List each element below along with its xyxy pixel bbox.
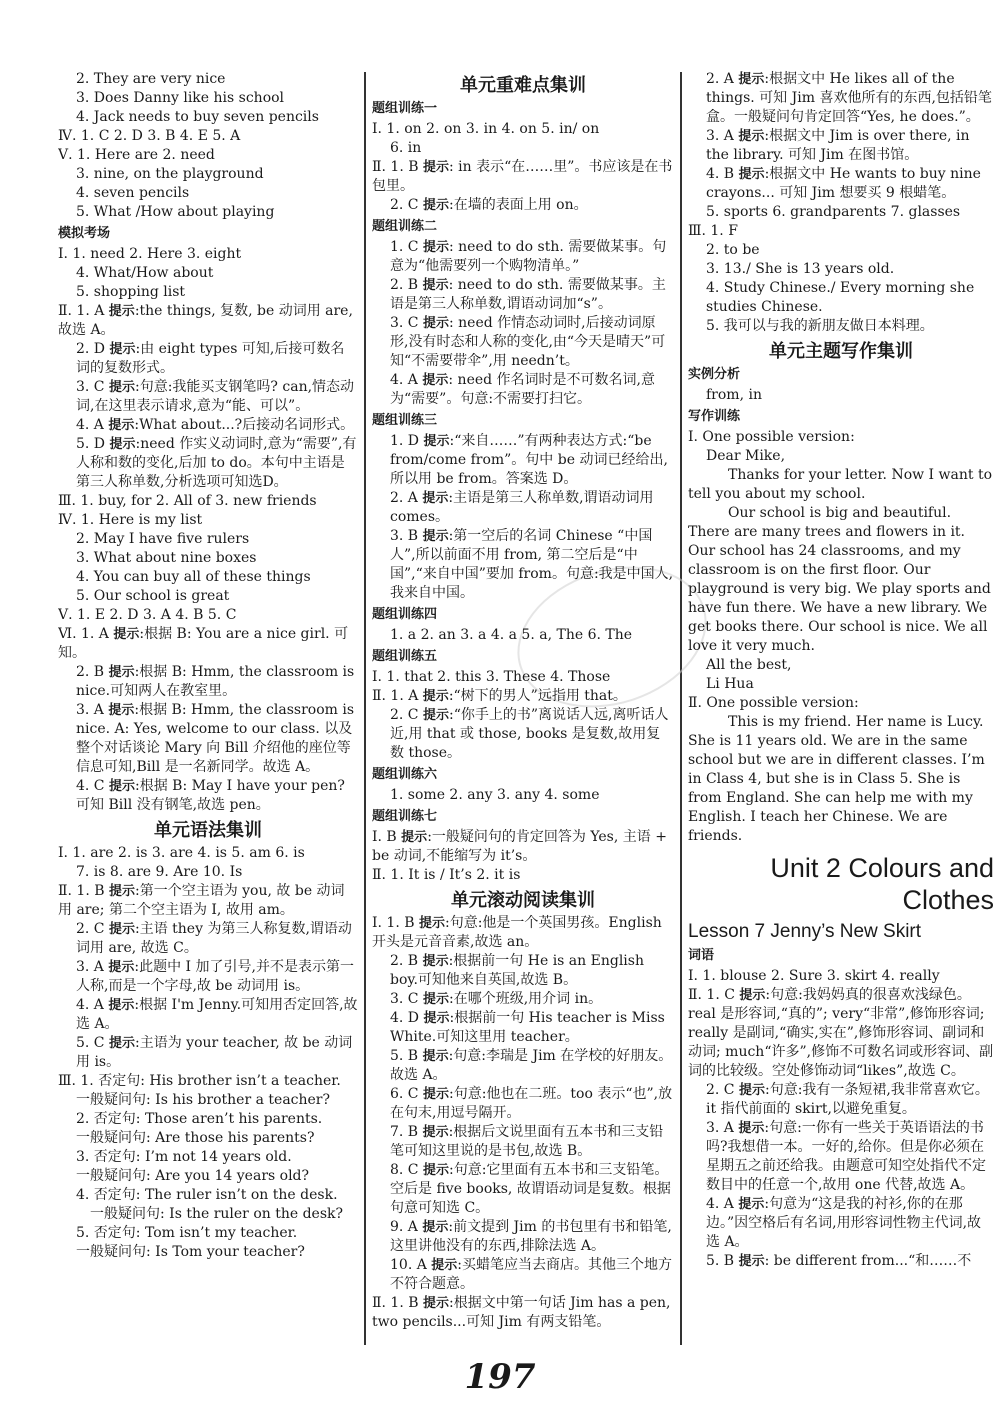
- answer-line: 5. B 提示:句意:李瑞是 Jim 在学校的好朋友。故选 A。: [390, 1048, 673, 1083]
- column-3-vocab: [688, 946, 994, 1271]
- answer-line: Ⅱ. 1. B 提示:第一个空主语为 you, 故 be 动词用 are; 第二个空主语为 I, 故用 am。: [58, 883, 345, 918]
- answer-line: Ⅱ. 1. It is / It’s 2. it is: [372, 867, 521, 883]
- answer-line: 3. A 提示:此题中 I 加了引号,并不是表示第一人称,而是一个字母,故 be 动词用 is。: [76, 959, 354, 994]
- answer-line: Ⅱ. 1. B 提示:根据文中第一句话 Jim has a pen, two pencils...可知 Jim 有两支铅笔。: [372, 1295, 671, 1330]
- hint-label: 提示: [738, 1121, 765, 1136]
- hint-label: 提示: [108, 418, 135, 433]
- answer-line: Ⅲ. 1. F: [688, 223, 738, 239]
- answer-line: 3. C 提示:句意:我能买支钢笔吗? can,情态动词,在这里表示请求,意为“能、可以”。: [76, 379, 355, 414]
- hint-label: 提示: [738, 1083, 765, 1098]
- answer-line: 9. A 提示:前文提到 Jim 的书包里有书和铅笔,这里讲他没有的东西,排除法选 A。: [390, 1219, 672, 1254]
- hint-label: 提示: [423, 434, 450, 449]
- hint-label: 提示: [108, 779, 135, 794]
- hint-label: 提示: [422, 708, 449, 723]
- hint-label: 提示: [422, 160, 449, 175]
- answer-line: Ⅰ. One possible version:: [688, 429, 855, 445]
- answer-line: Ⅰ. 1. B 提示:句意:他是一个英国男孩。English 开头是元音音素,故选 an。: [372, 915, 662, 950]
- answer-line: 2. 否定句: Those aren’t his parents.: [76, 1111, 323, 1127]
- answer-line: 7. is 8. are 9. Are 10. Is: [76, 864, 243, 880]
- answer-line: 7. B 提示:根据后文说里面有五本书和三支铅笔可知这里说的是书包,故选 B。: [390, 1124, 664, 1159]
- letter-closing: All the best,: [706, 657, 792, 673]
- hint-label: 提示: [422, 278, 449, 293]
- subsection-heading: 模拟考场: [58, 226, 111, 241]
- hint-label: 提示: [108, 922, 135, 937]
- answer-line: 4. What/How about: [76, 265, 214, 281]
- answer-line: Ⅱ. 1. B 提示: in 表示“在……里”。书应该是在书包里。: [372, 159, 673, 194]
- letter-paragraph: Our school is big and beautiful. There are many trees and flowers in it. Our school has 24 classrooms, and my classroom is on the first floor. Our playground is very big. We play sports and have fun there. We have a new library. We get books there. Our school is nice. We all love it very much.: [688, 505, 991, 654]
- answer-line: 5. 我可以与我的新朋友做日本料理。: [706, 318, 934, 334]
- answer-line: 3. A 提示:句意:一你有一些关于英语语法的书吗?我想借一本。一好的,给你。但是你必须在星期五之前还给我。由题意可知空处指代不定数目中的任意一个,故用 one 代替,故选 A。: [706, 1120, 986, 1193]
- answer-line: 一般疑问句: Is Tom your teacher?: [76, 1244, 305, 1260]
- answer-line: 1. D 提示:“来自……”有两种表达方式:“be from/come from”。句中 be 动词已经给出,所以用 be from。答案选 D。: [390, 433, 668, 487]
- column-1: [58, 70, 358, 1355]
- answer-line: Ⅴ. 1. Here are 2. need: [58, 147, 215, 163]
- hint-label: 提示: [109, 437, 136, 452]
- hint-label: 提示: [108, 884, 135, 899]
- hint-label: 提示: [108, 304, 135, 319]
- answer-line: 3. nine, on the playground: [76, 166, 264, 182]
- answer-line: 一般疑问句: Is his brother a teacher?: [76, 1092, 331, 1108]
- section-heading: 单元主题写作集训: [769, 341, 913, 362]
- answer-line: 3. C 提示: need 作情态动词时,后接动词原形,没有时态和人称的变化,由“今天是晴天”可知“不需要带伞”,用 needn’t。: [390, 315, 666, 369]
- hint-label: 提示: [422, 240, 449, 255]
- answer-line: 2. B 提示:根据 B: Hmm, the classroom is nice.可知两人在教室里。: [76, 664, 355, 699]
- answer-line: 5. B 提示: be different from...“和……不: [706, 1253, 972, 1269]
- answer-line: 一般疑问句: Are you 14 years old?: [76, 1168, 310, 1184]
- hint-label: 提示: [422, 1049, 449, 1064]
- subsection-heading: 题组训练五: [372, 649, 438, 664]
- answer-line: 2. A 提示:主语是第三人称单数,谓语动词用 comes。: [390, 490, 654, 525]
- subsection-heading: 题组训练一: [372, 101, 438, 116]
- answer-line: Ⅰ. 1. are 2. is 3. are 4. is 5. am 6. is: [58, 845, 305, 861]
- hint-label: 提示: [738, 72, 765, 87]
- column-divider: [364, 72, 366, 1345]
- hint-label: 提示: [422, 1125, 449, 1140]
- answer-line: 5. sports 6. grandparents 7. glasses: [706, 204, 961, 220]
- hint-label: 提示: [431, 1258, 458, 1273]
- answer-line: 4. 否定句: The ruler isn’t on the desk.: [76, 1187, 338, 1203]
- letter-signature: Li Hua: [706, 676, 754, 692]
- answer-line: 3. Does Danny like his school: [76, 90, 285, 106]
- answer-line: 8. C 提示:句意:它里面有五本书和三支铅笔。空后是 five books, 故谓语动词是复数。根据句意可知选 C。: [390, 1162, 671, 1216]
- hint-label: 提示: [108, 998, 135, 1013]
- answer-line: 4. A 提示:What about...?后接动名词形式。: [76, 417, 355, 433]
- answer-line: 6. in: [390, 140, 422, 156]
- answer-line: 4. seven pencils: [76, 185, 190, 201]
- section-heading: 单元语法集训: [154, 820, 262, 841]
- hint-label: 提示: [422, 373, 449, 388]
- hint-label: 提示: [422, 529, 449, 544]
- answer-line: 4. B 提示:根据文中 He wants to buy nine crayons... 可知 Jim 想要买 9 根蜡笔。: [706, 166, 981, 201]
- answer-line: 4. C 提示:根据 B: May I have your pen? 可知 Bill 没有钢笔,故选 pen。: [76, 778, 345, 813]
- answer-line: 2. C 提示:在墙的表面上用 on。: [390, 197, 588, 213]
- hint-label: 提示: [401, 830, 428, 845]
- answer-line: 3. A 提示:根据文中 Jim is over there, in the library. 可知 Jim 在图书馆。: [706, 128, 970, 163]
- answer-line: 1. a 2. an 3. a 4. a 5. a, The 6. The: [390, 627, 633, 643]
- answer-line: Ⅰ. 1. on 2. on 3. in 4. on 5. in/ on: [372, 121, 600, 137]
- answer-line: 5. D 提示:need 作实义动词时,意为“需要”,有人称和数的变化,后加 to do。本句中主语是第三人称单数,分析选项可知选D。: [76, 436, 357, 490]
- answer-line: 3. C 提示:在哪个班级,用介词 in。: [390, 991, 603, 1007]
- answer-line: 6. C 提示:句意:他也在二班。too 表示“也”,放在句末,用逗号隔开。: [390, 1086, 673, 1121]
- hint-label: 提示: [108, 960, 135, 975]
- answer-line: Ⅵ. 1. A 提示:根据 B: You are a nice girl. 可知。: [58, 626, 349, 661]
- answer-line: 2. B 提示:根据前一句 He is an English boy.可知他来自英国,故选 B。: [390, 953, 644, 988]
- answer-line: 一般疑问句: Are those his parents?: [76, 1130, 315, 1146]
- answer-line: 10. A 提示:买蜡笔应当去商店。其他三个地方不符合题意。: [390, 1257, 673, 1292]
- answer-line: Ⅳ. 1. Here is my list: [58, 512, 203, 528]
- answer-line: Ⅱ. 1. C 提示:句意:我妈妈真的很喜欢浅绿色。real 是形容词,“真的”; very“非常”,修饰形容词; really 是副词,“确实,实在”,修饰形容词、副词和动词; much“许多”,修饰不可数名词或形容词、副词的比较级。空处修饰动词“likes”,故选 C。: [688, 987, 994, 1079]
- answer-line: Ⅰ. 1. that 2. this 3. These 4. Those: [372, 669, 611, 685]
- hint-label: 提示: [109, 342, 136, 357]
- answer-line: 4. Study Chinese./ Every morning she studies Chinese.: [706, 280, 975, 315]
- essay-2: This is my friend. Her name is Lucy. She is 11 years old. We are in the same school but we are in different classes. I’m in Class 4, but she is in Class 5. She is from England. She can help me with my English. I teach her Chinese. We are friends.: [688, 714, 985, 844]
- answer-line: Ⅰ. 1. blouse 2. Sure 3. skirt 4. really: [688, 968, 940, 984]
- unit-title: Unit 2 Colours and Clothes: [770, 853, 994, 915]
- answer-line: 4. A 提示:句意为“这是我的衬衫,你的在那边。”因空格后有名词,用形容词性物主代词,故选 A。: [706, 1196, 982, 1250]
- hint-label: 提示: [108, 703, 135, 718]
- answer-line: 1. C 提示: need to do sth. 需要做某事。句意为“他需要列一个购物清单。”: [390, 239, 667, 274]
- hint-label: 提示: [422, 1087, 449, 1102]
- subsection-heading: 题组训练二: [372, 219, 438, 234]
- hint-label: 提示: [422, 954, 449, 969]
- hint-label: 提示: [108, 665, 135, 680]
- hint-label: 提示: [738, 1197, 765, 1212]
- hint-label: 提示: [422, 1296, 449, 1311]
- answer-line: 3. What about nine boxes: [76, 550, 257, 566]
- hint-label: 提示: [113, 627, 140, 642]
- subsection-heading: 题组训练七: [372, 809, 438, 824]
- section-heading: 单元滚动阅读集训: [451, 890, 595, 911]
- hint-label: 提示: [108, 380, 135, 395]
- answer-line: 4. A 提示:根据 I'm Jenny.可知用否定回答,故选 A。: [76, 997, 358, 1032]
- version-2-label: Ⅱ. One possible version:: [688, 695, 859, 711]
- answer-line: 2. A 提示:根据文中 He likes all of the things. 可知 Jim 喜欢他所有的东西,包括铅笔盒。一般疑问句肯定回答“Yes, he does.”。: [706, 71, 992, 125]
- subsection-heading: 题组训练四: [372, 607, 438, 622]
- answer-line: from, in: [706, 387, 762, 403]
- answer-line: 4. Jack needs to buy seven pencils: [76, 109, 319, 125]
- answer-line: 2. B 提示: need to do sth. 需要做某事。主语是第三人称单数,谓语动词加“s”。: [390, 277, 666, 312]
- hint-label: 提示: [422, 1163, 449, 1178]
- answer-line: 4. You can buy all of these things: [76, 569, 311, 585]
- hint-label: 提示: [422, 689, 449, 704]
- answer-line: 2. C 提示:句意:我有一条短裙,我非常喜欢它。it 指代前面的 skirt,以避免重复。: [706, 1082, 989, 1117]
- answer-line: 2. C 提示:“你手上的书”离说话人远,离听话人近,用 that 或 those, books 是复数,故用复数 those。: [390, 707, 669, 761]
- answer-line: 3. 13./ She is 13 years old.: [706, 261, 895, 277]
- subsection-heading: 题组训练三: [372, 413, 438, 428]
- answer-line: 3. A 提示:根据 B: Hmm, the classroom is nice. A: Yes, welcome to our class. 以及整个对话谈论 Mary 向 Bill 介绍他的座位等信息可知,Bill 是一名新同学。故选 A。: [76, 702, 355, 775]
- lesson-title: Lesson 7 Jenny’s New Skirt: [688, 921, 922, 942]
- answer-line: Ⅰ. B 提示:一般疑问句的肯定回答为 Yes, 主语 + be 动词,不能缩写为 it’s。: [372, 829, 667, 864]
- hint-label: 提示: [738, 129, 765, 144]
- essay-1: [688, 447, 994, 694]
- subsection-heading: 题组训练六: [372, 767, 438, 782]
- hint-label: 提示: [422, 198, 449, 213]
- answer-line: 2. to be: [706, 242, 760, 258]
- answer-line: 3. B 提示:第一空后的名词 Chinese “中国人”,所以前面不用 from, 第二空后是“中国”,“来自中国”要加 from。句意:我是中国人,我来自中国。: [390, 528, 674, 601]
- answer-line: 5. What /How about playing: [76, 204, 275, 220]
- answer-line: 一般疑问句: Is the ruler on the desk?: [90, 1206, 344, 1222]
- answer-line: Ⅳ. 1. C 2. D 3. B 4. E 5. A: [58, 128, 241, 144]
- answer-line: Ⅴ. 1. E 2. D 3. A 4. B 5. C: [58, 607, 237, 623]
- subsection-heading: 词语: [688, 948, 715, 963]
- answer-line: Ⅲ. 1. buy, for 2. All of 3. new friends: [58, 493, 317, 509]
- column-3-answers: [688, 70, 994, 447]
- answer-line: Ⅰ. 1. need 2. Here 3. eight: [58, 246, 242, 262]
- section-heading: 单元重难点集训: [460, 75, 586, 96]
- letter-paragraph: Thanks for your letter. Now I want to tell you about my school.: [688, 467, 993, 502]
- answer-line: 4. D 提示:根据前一句 His teacher is Miss White.可知这里用 teacher。: [390, 1010, 665, 1045]
- answer-line: 2. D 提示:由 eight types 可知,后接可数名词的复数形式。: [76, 341, 345, 376]
- hint-label: 提示: [423, 1011, 450, 1026]
- hint-label: 提示: [739, 988, 766, 1003]
- column-divider: [680, 72, 682, 1345]
- hint-label: 提示: [738, 1254, 765, 1269]
- answer-line: 2. They are very nice: [76, 71, 226, 87]
- answer-line: 2. May I have five rulers: [76, 531, 250, 547]
- answer-line: 5. 否定句: Tom isn’t my teacher.: [76, 1225, 298, 1241]
- hint-label: 提示: [738, 167, 765, 182]
- subsection-heading: 写作训练: [688, 409, 741, 424]
- answer-line: 1. some 2. any 3. any 4. some: [390, 787, 600, 803]
- column-2: [372, 70, 674, 1355]
- answer-line: 2. C 提示:主语 they 为第三人称复数,谓语动词用 are, 故选 C。: [76, 921, 352, 956]
- answer-line: Ⅱ. 1. A 提示:“树下的男人”远指用 that。: [372, 688, 627, 704]
- answer-line: 4. A 提示: need 作名词时是不可数名词,意为“需要”。句意:不需要打扫它。: [390, 372, 656, 407]
- answer-line: 5. C 提示:主语为 your teacher, 故 be 动词用 is。: [76, 1035, 353, 1070]
- hint-label: 提示: [422, 316, 449, 331]
- page-number: 197: [464, 1357, 536, 1397]
- hint-label: 提示: [422, 1220, 449, 1235]
- answer-line: Ⅲ. 1. 否定句: His brother isn’t a teacher.: [58, 1073, 341, 1089]
- hint-label: 提示: [418, 916, 445, 931]
- answer-line: 3. 否定句: I’m not 14 years old.: [76, 1149, 292, 1165]
- hint-label: 提示: [422, 992, 449, 1007]
- hint-label: 提示: [422, 491, 449, 506]
- hint-label: 提示: [108, 1036, 135, 1051]
- subsection-heading: 实例分析: [688, 367, 741, 382]
- answer-line: 5. shopping list: [76, 284, 186, 300]
- answer-line: Ⅱ. 1. A 提示:the things, 复数, be 动词用 are, 故选 A。: [58, 303, 353, 338]
- answer-line: 5. Our school is great: [76, 588, 230, 604]
- column-3: [688, 70, 994, 1355]
- letter-greeting: Dear Mike,: [706, 448, 786, 464]
